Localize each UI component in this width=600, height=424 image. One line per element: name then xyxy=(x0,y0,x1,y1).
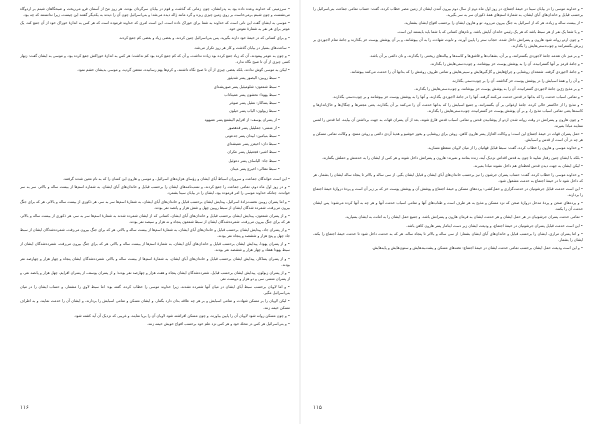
right-page xyxy=(313,6,583,414)
paragraph: • و برای کسانی که در خیمهٔ خود دارند بگیرید. پس بنی‌اسرائیل چنین کردند، و بعضی زیاد و بعضی کم جمع کردند. xyxy=(118,35,290,40)
paragraph: • لیکن لاویان را بر مسکن شهادت و تمامی اسبابش و بر هر چه علاقه بدان دارد بگمار، و ایشان مسکن و تمامی اسبابش را بردارند، و ایشان آن را خدمت نمایند، و به اطراف مسکن خیمه زنند. xyxy=(20,299,290,310)
paragraph: • و خداوند موسی را در بیابان سینا در خیمهٔ اجتماع، در روز اول ماه دوم از سال دوم بیرون آمدن ایشان از زمین مصر خطاب کرده، گفت: حساب تمامی جماعت بنی‌اسرائیل را برحسب قبایل و خاندان‌های آبای ایشان، به شمارهٔ اسم‌های همهٔ ذکوران سر به سر بگیرید. xyxy=(313,7,583,18)
paragraph: • لیکن به موسی گوش ندادند، بلکه بعضی چیزی از آن تا صبح نگاه داشتند، و کرم‌ها بهم رسانیده، متعفن گردید، و موسی بدیشان خشم نمود. xyxy=(77,68,290,73)
paragraph: • و بر مذبح زرّین جامهٔ لاجوردی گسترانیده، آن را به پوشش پوست خز بپوشانند، و چوب‌دستی‌هایش را بگذارند. xyxy=(414,86,583,91)
paragraph: • سرزمینی که خداوند وعده داده بود به پدرانشان، چون زمانی که گذشت و قوم در بیابان سرگردان بودند، هر روز منّ از آسمان فرو می‌ریخت و صبحگاهان شبنم بر اردوگاه می‌نشست و چون شبنم برمی‌خاست بر روی زمین چیزی ریزه و گرد مانند ژاله دیده می‌شد؛ و بنی‌اسرائیل چون آن را دیدند به یکدیگر گفتند این چیست، زیرا ندانستند که چه بود. xyxy=(20,7,290,18)
paragraph: • لیکن ایشان به جهت دیدن قدس لحظه‌ای هم داخل نشوند مبادا بمیرند. xyxy=(473,164,583,169)
paragraph: • موسی به ایشان گفت این نانی است که خداوند به شما برای خوراک داده است. این است امری که خداوند فرموده است که هر کس به اندازهٔ خوراک خود از آن جمع کند، یک عومر برای هر نفر به شمارهٔ نفوس خود. xyxy=(20,21,290,32)
paragraph: • از پسران یوسف: از افرایم الیشمع پسر عمیهود xyxy=(204,117,280,122)
paragraph: • و آن را و همهٔ اسبابش را در پوشش پوست خز گذاشته، آن را بر چوب‌دستی بگذارند. xyxy=(451,78,583,83)
paragraph: • این است خدمت قبایل جرشونیان در خدمت‌گزاری و حمل‌کشی: پرده‌های مسکن و خیمهٔ اجتماع و پوشش آن و پوشش پوست خز که بر زبر آن است و پردهٔ دروازهٔ خیمهٔ اجتماع را بردارند. xyxy=(313,186,583,197)
paragraph: • و جامهٔ لاجوردی گرفته، شمعدان روشنایی و چراغ‌هایش و گل‌گیرهایش و سینی‌هایش و تمامی ظروف روغنش را که بدانها آن را خدمت می‌کنند بپوشانند. xyxy=(350,70,583,75)
paragraph: • و از پسران زبولون، پیدایش ایشان برحسب قبایل، شمرده‌شدگان ایشان پنجاه و هفت هزار و چهارصد نفر بودند؛ و از پسران یوسف، از پسران افرایم، چهل هزار و پانصد نفر، و از پسران منسی سی و دو هزار و دویست نفر. xyxy=(20,270,290,281)
paragraph: • و اما لاویان برحسب سبط آبای ایشان در میان آنها شمرده نشدند، زیرا خداوند موسی را خطاب کرده، گفته بود: اما سبط لاوی را مشمار، و حساب ایشان را در میان بنی‌اسرائیل مگیر. xyxy=(20,285,290,296)
paragraph: • سبط جاد: الیاساف پسر دعوئیل xyxy=(228,158,280,163)
paragraph: • و با شما یک نفر از هر سبط باشد که هر یک رئیس خاندان آبایش باشد. و نام‌های کسانی که با شما باید بایستند این است. xyxy=(396,29,583,34)
paragraph: • و مذبح را از خاکستر خالی کرده، جامهٔ ارغوانی بر آن بگسترانند. و جمیع اسبابش را که بدانها خدمت آن را می‌کنند بر آن بگذارند، یعنی مجمرها و چنگال‌ها و خاک‌اندازها و کاسه‌ها یعنی تمامی اسباب مذبح را، و بر آن پوشش پوست خز گسترانیده، چوب‌دستی‌هایش را بگذارند. xyxy=(313,103,583,114)
paragraph: • ساعت‌های بسیار در بیابان گذشت و کار هر روز تکرار می‌شد. xyxy=(193,45,290,50)
paragraph: • سبط یساکار: نتنئیل پسر صوغر xyxy=(229,101,280,106)
paragraph: • و چون اردو روانه شود هارون و پسرانش داخل شده، حجاب ستر را پایین آورند، و تابوت شهادت را به آن بپوشانند، و بر آن پوشش پوست خز بگذارند و جامهٔ تمام لاجوردی بر زبرش بگسترانند و چوب‌دستی‌هایش را بگذارند. xyxy=(313,37,583,48)
paragraph: • از بیست ساله و زیاده، هر که از اسرائیل به جنگ بیرون می‌رود، تو و هارون ایشان را برحسب افواج ایشان بشمارید. xyxy=(403,21,583,26)
paragraph: • سبط شمعون: شلومیئیل پسر صوریشدای xyxy=(213,84,280,89)
paragraph: • و چون هارون و پسرانش در وقت روانه شدن اردو از پوشانیدن قدس و تمامی اسباب قدس فارغ شوند، بعد از آن پسران قهات به جهت برداشتن آن بیایند، اما قدس را لمس ننمایند مبادا بمیرند. xyxy=(313,117,583,128)
paragraph: • سبط یهودا: نحشون پسر عمیناداب xyxy=(224,92,280,97)
paragraph: • و این است ودیعت حمل ایشان برحسب تمامی خدمت ایشان در خیمهٔ اجتماع: تخته‌های مسکن و پشت‌بندهایش و ستون‌هایش و پایه‌هایش. xyxy=(371,246,583,251)
paragraph: • و بنی‌اسرائیل هر کس در محلهٔ خود و هر کس نزد علم خود برحسب افواج خویش خیمه زنند. xyxy=(146,321,290,326)
paragraph: • و چون مسکن روانه شود لاویان آن را پایین بیاورند، و چون مسکن افراشته شود لاویان آن را برپا نمایند، و غریبی که نزدیک آن آید کشته شود. xyxy=(73,313,290,318)
paragraph: • و اما پسران مراری، ایشان را برحسب قبایل و خاندان‌های آبای ایشان بشمار؛ از سی ساله و بالاتر تا پنجاه ساله، هر که به خدمت داخل شود تا خدمت خیمهٔ اجتماع را بکند، ایشان را بشمار. xyxy=(313,231,583,242)
paragraph: • و از پسران شمعون، پیدایش ایشان برحسب قبایل و خاندان‌های آبای ایشان، کسانی که از ایشان شمرده شدند به شمارهٔ اسم‌ها سر به سر، هر ذکوری از بیست ساله و بالاتر، هر که برای جنگ بیرون می‌رفت، شمرده‌شدگان ایشان از سبط شمعون پنجاه و نه هزار و سیصد نفر بودند. xyxy=(20,213,290,224)
paragraph: • سبط زبولون: الیاب پسر حیلون xyxy=(229,109,280,114)
paragraph: • سبط روبین: الیصور پسر شدیئور xyxy=(227,76,280,81)
paragraph: • از منسی: جملیئیل پسر فدهصور xyxy=(227,125,280,130)
paragraph: • و بر میز نان تقدمه جامهٔ لاجوردی بگسترانند، و بر آن، بشقاب‌ها و قاشق‌ها و کاسه‌ها و پیاله‌های ریختنی را بگذارند، و نان دائمی بر آن باشد. xyxy=(369,53,583,58)
left-page xyxy=(20,6,290,414)
right-page-text xyxy=(313,6,583,251)
paragraph: • این است خواندگان جماعت و سروران اسباط آبای ایشان و رؤسای هزاره‌های اسرائیل. و موسی و هارون این کسان را که به نام معین شدند گرفتند. xyxy=(62,176,290,181)
paragraph: • و پرده‌های صحن و پردهٔ مدخل دروازهٔ صحن که نزد مسکن و مذبح به هر طرف است و طناب‌های آنها و تمامی اسباب خدمت آنها و هر چه به آنها کرده می‌شود؛ پس ایشان خدمت آن را بکنند. xyxy=(313,201,583,212)
paragraph: • و در روز اول ماه دوم، تمامی جماعت را جمع کردند، و نسب‌نامه‌های ایشان را برحسب قبایل و خاندان‌های آبای ایشان، به شماره اسم‌ها از بیست ساله و بالاتر، سر به سر خواندند. چنانکه خداوند موسی را امر فرموده بود، ایشان را در بیابان سینا بشمرد. xyxy=(20,185,290,196)
paragraph: • و چون به عومر پیمودند، آن که زیاد جمع کرده بود زیاده نداشت، و آن که کم جمع کرده بود کم نداشت؛ هر کس به اندازهٔ خوراکش جمع کرده بود. و موسی به ایشان گفت: زنهار کسی چیزی از آن تا صبح نگاه ندارد. xyxy=(20,53,290,64)
paragraph: • و خداوند موسی را خطاب کرده، گفت: حساب پسران جرشون را نیز برحسب خاندان‌های آبای ایشان و قبایل ایشان بگیر. از سی ساله و بالاتر تا پنجاه ساله ایشان را بشمار، هر که داخل شود تا در خیمهٔ اجتماع به خدمت مشغول شود. xyxy=(313,172,583,183)
paragraph: • و خداوند موسی و هارون را خطاب کرده، گفت: سبط قبایل قهاتیان را از میان لاویان منقطع مسازید. xyxy=(427,146,583,151)
paragraph: • سبط اشیر: فجعیئیل پسر عکران xyxy=(227,150,280,155)
left-page-number: ۱۱۶ xyxy=(20,405,29,411)
paragraph: • و اما پسران روبین نخست‌زادهٔ اسرائیل، پیدایش ایشان برحسب قبایل و خاندان‌های آبای ایشان، به شمارهٔ اسم‌ها سر به سر، هر ذکوری از بیست ساله و بالاتر، هر که برای جنگ بیرون می‌رفت، شمرده شدگان ایشان از سبط روبین چهل و شش هزار و پانصد نفر بودند. xyxy=(20,199,290,210)
paragraph: • تمامی خدمت پسران جرشونیان در هر حمل ایشان و هر خدمت ایشان به فرمان هارون و پسرانش باشد، و جمیع حمل ایشان را به امانت به ایشان بسپارید. xyxy=(344,215,583,220)
right-page-number: ۱۱۵ xyxy=(313,405,322,411)
left-page-text xyxy=(20,6,290,327)
paragraph: • و جامهٔ قرمز بر آنها گسترانیده، آن را به پوشش پوست خز بپوشانند، و چوب‌دستی‌هایش را بگذارند. xyxy=(429,62,583,67)
page-gutter xyxy=(299,0,301,424)
paragraph: • و تمامی اسباب خدمت را که بدانها در قدس خدمت می‌کنند گرفته، آنها را در جامهٔ لاجوردی بگذارند، و آنها را به پوشش پوست خز بپوشانند و بر چوب‌دستی بگذارند. xyxy=(332,95,583,100)
paragraph: • سبط نفتالی: اخیرع پسر عینان xyxy=(230,166,280,171)
paragraph: • سبط بنیامین: ابیدان پسر جدعونی xyxy=(225,134,280,138)
paragraph: • و از پسران یهودا، پیدایش ایشان برحسب قبایل و خاندان‌های آبای ایشان، به شمارهٔ اسم‌ها از بیست ساله و بالاتر، هر که برای جنگ بیرون می‌رفت، شمرده‌شدگان ایشان از سبط یهودا هفتاد و چهار هزار و ششصد نفر بودند. xyxy=(20,242,290,253)
paragraph: • بلکه با ایشان چنین رفتار نمایید تا چون به قدس اقداس نزدیک آیند، زنده بمانند و نمیرند: هارون و پسرانش داخل شوند و هر کس از ایشان را به خدمتش و حملش بگمارند. xyxy=(321,156,583,161)
paragraph: • سبط دان: اخیعزر پسر عمیشدای xyxy=(226,142,280,147)
paragraph: • حمل پسران قهات در خیمهٔ اجتماع این است؛ و وکالت العازار پسر هارون کاهن، روغن برای روشنایی و بخور خوشبو و هدیهٔ آردی دائمی و روغن مسح، و وکالت تمامی مسکن و هر چه در آن است از قدس و اسبابش. xyxy=(313,131,583,142)
paragraph: • و از پسران جاد، پیدایش ایشان برحسب قبایل و خاندان‌های آبای ایشان، به شمارهٔ اسم‌ها از بیست ساله و بالاتر، هر که برای جنگ بیرون می‌رفت، شمرده‌شدگان ایشان از سبط جاد چهل و پنج هزار و ششصد و پنجاه نفر بودند. xyxy=(20,228,290,239)
paragraph: • و از پسران یساکار، پیدایش ایشان برحسب قبایل و خاندان‌های آبای ایشان، به شمارهٔ اسم‌ها از بیست ساله و بالاتر، شمرده‌شدگان ایشان پنجاه و چهار هزار و چهارصد نفر بودند. xyxy=(20,256,290,267)
paragraph: • این است خدمت قبایل پسران جرشونیان در خیمهٔ اجتماع، و ودیعت ایشان زیر دست ایتامار پسر هارون کاهن باشد. xyxy=(406,223,583,228)
